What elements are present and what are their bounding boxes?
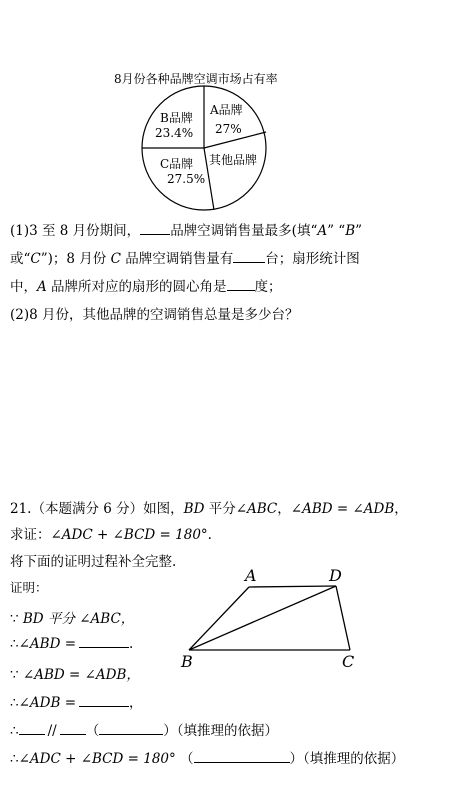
proof-step-5: ∴ // （ ）（填推理的依据） bbox=[10, 723, 278, 739]
slice-a-label: A品牌 bbox=[210, 103, 243, 117]
q2-text: (2)8 月份，其他品牌的空调销售总量是多少台？ bbox=[10, 307, 299, 323]
slice-other-label: 其他品牌 bbox=[209, 153, 258, 167]
slice-c-value: 27.5% bbox=[167, 172, 206, 186]
vertex-label-d: D bbox=[329, 566, 342, 585]
chart-title: 8月份各种品牌空调市场占有率 bbox=[114, 72, 278, 86]
proof-label: 证明： bbox=[10, 580, 48, 595]
q1-line2: 或“C”)；8 月份 C 品牌空调销售量有 台；扇形统计图 bbox=[10, 251, 360, 267]
slice-b-label: B品牌 bbox=[160, 111, 193, 125]
q1-line3: 中，A 品牌所对应的扇形的圆心角是 度； bbox=[10, 279, 282, 295]
proof-step-6: ∴∠ADC + ∠BCD = 180° （ ）（填推理的依据） bbox=[10, 751, 405, 767]
slice-a-value: 27% bbox=[215, 122, 242, 136]
q21-head: 21.（本题满分 6 分）如图，BD 平分∠ABC，∠ABD = ∠ADB， bbox=[10, 501, 408, 517]
vertex-label-a: A bbox=[245, 566, 257, 585]
q21-instruction: 将下面的证明过程补全完整. bbox=[10, 554, 177, 570]
proof-step-4: ∴∠ADB = ， bbox=[10, 695, 143, 711]
segment-ad bbox=[249, 586, 336, 587]
slice-b-value: 23.4% bbox=[155, 126, 194, 140]
segment-bd bbox=[189, 586, 336, 650]
proof-step-1: ∵ BD 平分 ∠ABC， bbox=[10, 611, 135, 627]
q21-prove: 求证：∠ADC + ∠BCD = 180°. bbox=[10, 527, 212, 543]
proof-step-2: ∴∠ABD = . bbox=[10, 636, 134, 652]
slice-c-label: C品牌 bbox=[160, 157, 194, 171]
proof-step-3: ∵ ∠ABD = ∠ADB， bbox=[10, 667, 140, 683]
vertex-label-b: B bbox=[181, 652, 193, 671]
segment-ab bbox=[189, 587, 249, 650]
vertex-label-c: C bbox=[342, 652, 355, 671]
q1-line1: (1)3 至 8 月份期间， 品牌空调销售量最多(填“A” “B” bbox=[10, 223, 363, 239]
segment-dc bbox=[336, 586, 350, 650]
